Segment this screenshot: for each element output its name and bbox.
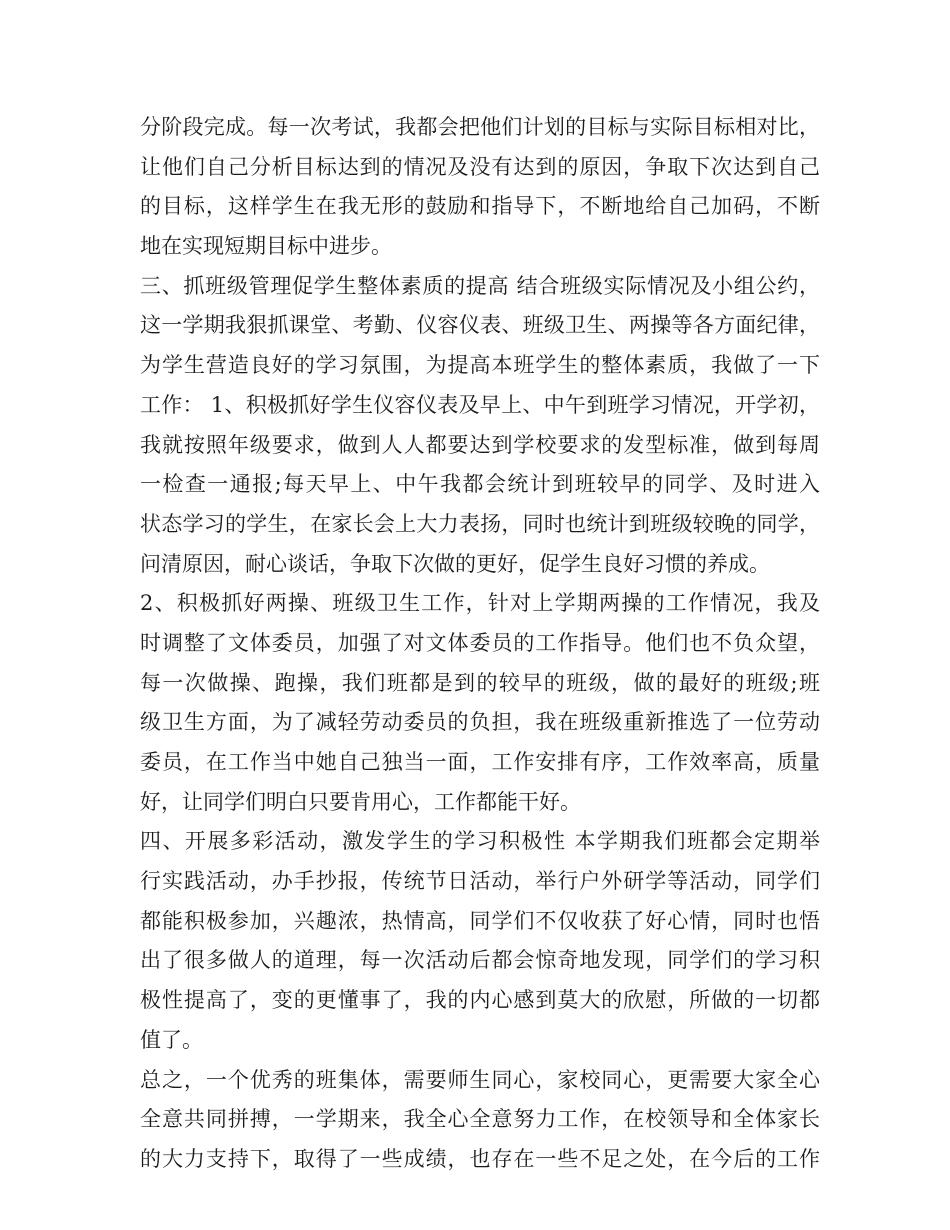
text-line: 地在实现短期目标中进步。 bbox=[140, 234, 392, 259]
text-line: 级卫生方面，为了减轻劳动委员的负担，我在班级重新推选了一位劳动 bbox=[140, 710, 820, 735]
text-line: 工作： 1、积极抓好学生仪容仪表及早上、中午到班学习情况，开学初， bbox=[140, 392, 820, 417]
text-line: 分阶段完成。每一次考试，我都会把他们计划的目标与实际目标相对比， bbox=[140, 115, 820, 139]
text-line: 出了很多做人的道理，每一次活动后都会惊奇地发现，同学们的学习积 bbox=[140, 948, 820, 973]
text-line: 时调整了文体委员，加强了对文体委员的工作指导。他们也不负众望， bbox=[140, 630, 820, 655]
text-line: 四、开展多彩活动，激发学生的学习积极性 本学期我们班都会定期举 bbox=[140, 829, 820, 854]
text-line: 我就按照年级要求，做到人人都要达到学校要求的发型标准，做到每周 bbox=[140, 432, 820, 457]
text-line: 的目标，这样学生在我无形的鼓励和指导下，不断地给自己加码，不断 bbox=[140, 194, 820, 219]
text-line: 状态学习的学生，在家长会上大力表扬，同时也统计到班级较晚的同学， bbox=[140, 511, 820, 536]
text-line: 问清原因，耐心谈话，争取下次做的更好，促学生良好习惯的养成。 bbox=[140, 551, 770, 576]
text-line: 三、抓班级管理促学生整体素质的提高 结合班级实际情况及小组公约， bbox=[140, 273, 820, 298]
text-line: 每一次做操、跑操，我们班都是到的较早的班级，做的最好的班级;班 bbox=[140, 670, 820, 695]
text-line: 极性提高了，变的更懂事了，我的内心感到莫大的欣慰，所做的一切都 bbox=[140, 988, 820, 1013]
text-line: 好，让同学们明白只要肯用心，工作都能干好。 bbox=[140, 789, 581, 814]
text-line: 委员，在工作当中她自己独当一面，工作安排有序，工作效率高，质量 bbox=[140, 750, 820, 774]
text-line: 全意共同拼搏，一学期来，我全心全意努力工作，在校领导和全体家长 bbox=[140, 1107, 820, 1132]
document-body bbox=[140, 108, 820, 1180]
text-line: 为学生营造良好的学习氛围，为提高本班学生的整体素质，我做了一下 bbox=[140, 353, 820, 378]
text-line: 行实践活动，办手抄报，传统节日活动，举行户外研学等活动，同学们 bbox=[140, 869, 820, 894]
text-line: 总之，一个优秀的班集体，需要师生同心，家校同心，更需要大家全心 bbox=[140, 1067, 820, 1092]
text-line: 2、积极抓好两操、班级卫生工作，针对上学期两操的工作情况，我及 bbox=[140, 591, 820, 616]
text-line: 让他们自己分析目标达到的情况及没有达到的原因，争取下次达到自己 bbox=[140, 154, 820, 179]
text-line: 值了。 bbox=[140, 1027, 203, 1052]
text-line: 一检查一通报;每天早上、中午我都会统计到班较早的同学、及时进入 bbox=[140, 472, 820, 497]
text-line: 都能积极参加，兴趣浓，热情高，同学们不仅收获了好心情，同时也悟 bbox=[140, 908, 820, 933]
text-line: 这一学期我狠抓课堂、考勤、仪容仪表、班级卫生、两操等各方面纪律， bbox=[140, 313, 820, 338]
text-line: 的大力支持下，取得了一些成绩，也存在一些不足之处，在今后的工作 bbox=[140, 1146, 820, 1171]
